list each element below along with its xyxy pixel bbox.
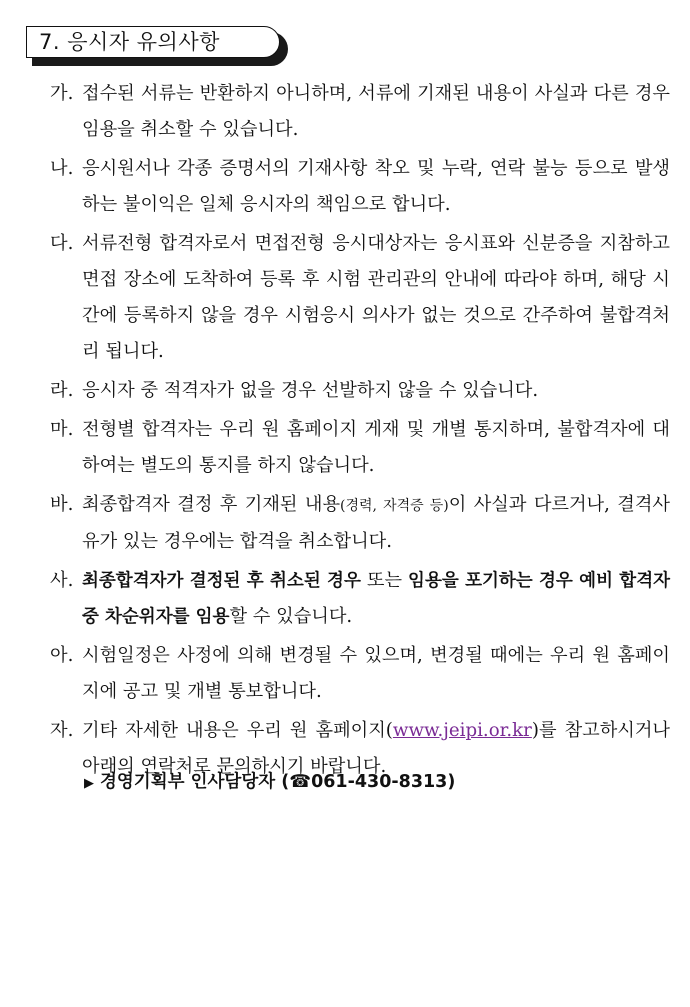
item-text: 응시원서나 각종 증명서의 기재사항 착오 및 누락, 연락 불능 등으로 발생하는 불이익은 일체 응시자의 책임으로 합니다. (82, 158, 670, 215)
item-text-part: 최종합격자 결정 후 기재된 내용 (82, 494, 341, 515)
item-marker: 마. (50, 419, 74, 440)
item-marker: 라. (50, 380, 74, 401)
item-text: 접수된 서류는 반환하지 아니하며, 서류에 기재된 내용이 사실과 다른 경우 임용을 취소할 수 있습니다. (82, 83, 670, 140)
item-text: 서류전형 합격자로서 면접전형 응시대상자는 응시표와 신분증을 지참하고 면접 장소에 도착하여 등록 후 시험 관리관의 안내에 따라야 하며, 해당 시간에 등록하지 않을 경우 시험응시 의사가 없는 것으로 간주하여 불합격처리 됩니다. (82, 233, 670, 362)
item-text: 시험일정은 사정에 의해 변경될 수 있으며, 변경될 때에는 우리 원 홈페이지에 공고 및 개별 통보합니다. (82, 645, 670, 702)
item-marker: 나. (50, 158, 74, 179)
contact-paren-close: ) (447, 772, 456, 792)
emphasis-text: 최종합격자가 결정된 후 취소된 경우 (82, 571, 361, 591)
item-marker: 자. (50, 720, 74, 741)
item-text-part: 이 사실과 다르거나, 결격사유가 있는 경우에는 합격을 취소합니다. (82, 494, 671, 552)
item-text-part: )를 참고하시거나 아래의 연락처로 문의하시기 바랍니다. (82, 720, 670, 777)
contact-label: 경영기획부 인사담당자 (100, 772, 276, 792)
notice-list (50, 76, 670, 788)
item-text-part: 또는 (360, 570, 409, 591)
phone-icon: ☎ (289, 772, 312, 792)
list-item (50, 151, 670, 223)
list-item (50, 373, 670, 409)
contact-paren-open: ( (281, 772, 290, 792)
list-item (50, 412, 670, 484)
list-item (50, 563, 670, 635)
item-text-note: (경력, 자격증 등) (340, 498, 449, 514)
item-marker: 사. (50, 570, 74, 591)
section-title-text: 7. 응시자 유의사항 (26, 26, 280, 58)
item-text: 전형별 합격자는 우리 원 홈페이지 게재 및 개별 통지하며, 불합격자에 대하여는 별도의 통지를 하지 않습니다. (82, 419, 670, 476)
item-text-part: 할 수 있습니다. (229, 606, 353, 627)
item-text-part: 기타 자세한 내용은 우리 원 홈페이지( (82, 720, 393, 741)
list-item (50, 76, 670, 148)
item-text (82, 487, 670, 560)
section-title (26, 26, 282, 64)
item-marker: 가. (50, 83, 74, 104)
list-item (50, 487, 670, 560)
emphasis-text: 임용을 포기하는 경우 예비 합격자중 차순위자를 임용 (82, 571, 671, 627)
item-text: 응시자 중 적격자가 없을 경우 선발하지 않을 수 있습니다. (82, 380, 539, 401)
item-text (82, 563, 670, 635)
triangle-bullet-icon: ▶ (84, 776, 94, 791)
contact-line (84, 768, 455, 798)
contact-phone: 061-430-8313 (311, 772, 448, 792)
list-item (50, 638, 670, 710)
item-marker: 아. (50, 645, 74, 666)
homepage-link[interactable]: www.jeipi.or.kr (392, 720, 532, 741)
list-item (50, 226, 670, 370)
item-marker: 다. (50, 233, 74, 254)
item-marker: 바. (50, 494, 74, 515)
